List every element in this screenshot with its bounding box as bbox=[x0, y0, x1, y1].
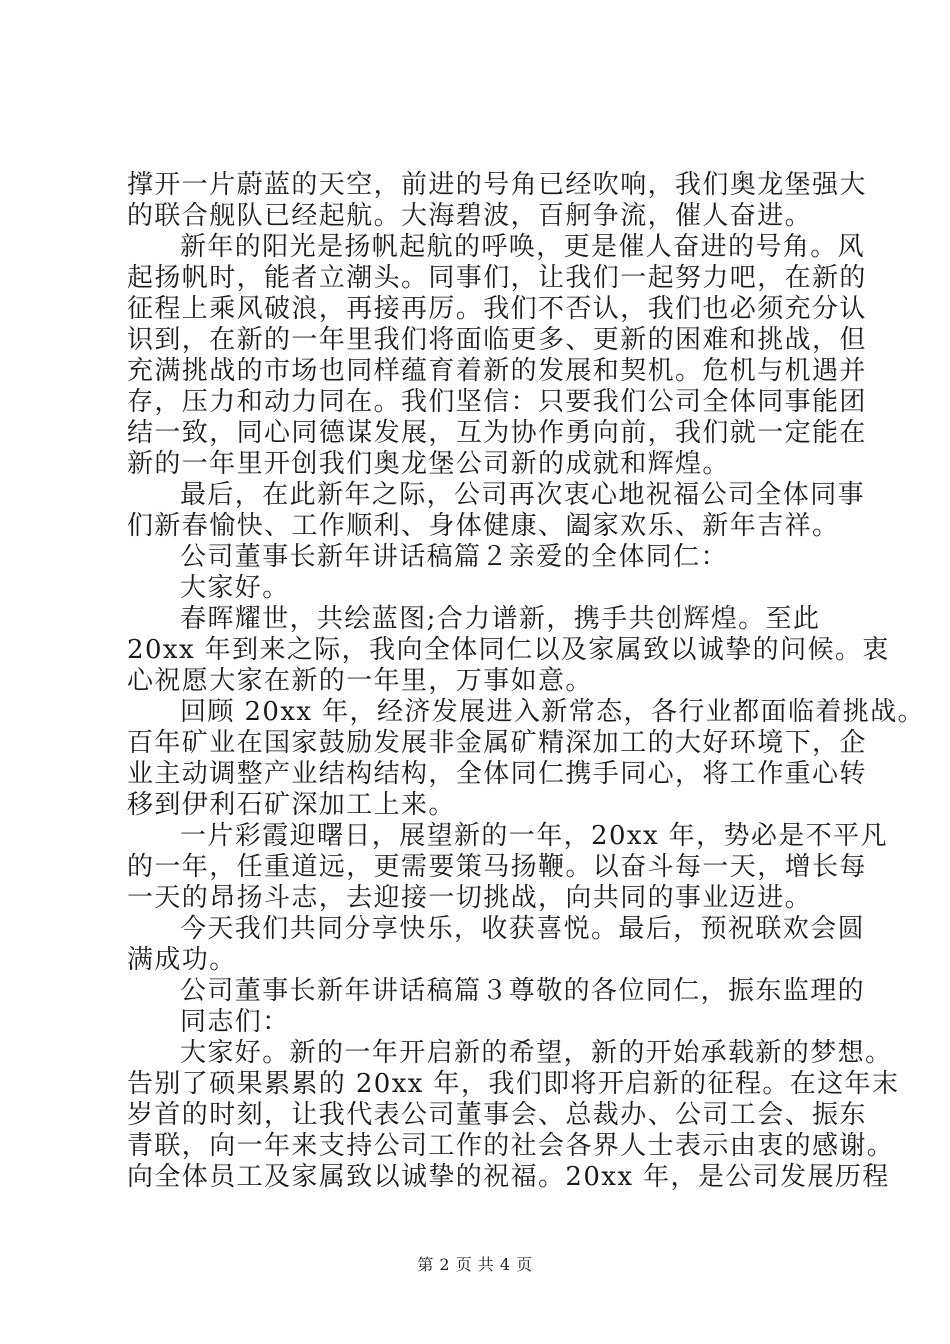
text-line: 春晖耀世，共绘蓝图;合力谱新，携手共创辉煌。至此 bbox=[180, 604, 821, 634]
text-line: 的一年，任重道远，更需要策马扬鞭。以奋斗每一天，增长每 bbox=[127, 852, 867, 882]
text-line: 青联，向一年来支持公司工作的社会各界人士表示由衷的感谢。 bbox=[127, 1131, 895, 1161]
text-line: 同志们： bbox=[180, 1007, 290, 1037]
text-line: 百年矿业在国家鼓励发展非金属矿精深加工的大好环境下，企 bbox=[127, 728, 867, 758]
text-line: 今天我们共同分享快乐，收获喜悦。最后，预祝联欢会圆 bbox=[180, 914, 866, 944]
text-line: 大家好。新的一年开启新的希望，新的开始承载新的梦想。 bbox=[180, 1038, 893, 1068]
text-line: 征程上乘风破浪，再接再厉。我们不否认，我们也必须充分认 bbox=[127, 294, 867, 324]
text-line: 结一致，同心同德谋发展，互为协作勇向前，我们就一定能在 bbox=[127, 418, 867, 448]
text-line: 撑开一片蔚蓝的天空，前进的号角已经吹响，我们奥龙堡强大 bbox=[127, 170, 867, 200]
text-line: 一天的昂扬斗志，去迎接一切挑战，向共同的事业迈进。 bbox=[127, 883, 813, 913]
text-line: 最后，在此新年之际，公司再次衷心地祝福公司全体同事 bbox=[180, 480, 866, 510]
text-line: 满成功。 bbox=[127, 945, 237, 975]
section-heading: 公司董事长新年讲话稿篇２亲爱的全体同仁： bbox=[180, 542, 729, 572]
text-line: 一片彩霞迎曙日，展望新的一年，20xx 年，势必是不平凡 bbox=[180, 821, 888, 851]
text-line: 业主动调整产业结构结构，全体同仁携手同心，将工作重心转 bbox=[127, 759, 867, 789]
text-line: 存，压力和动力同在。我们坚信：只要我们公司全体同事能团 bbox=[127, 387, 867, 417]
text-line: 20xx 年到来之际，我向全体同仁以及家属致以诚挚的问候。衷 bbox=[127, 635, 890, 665]
section-heading: 公司董事长新年讲话稿篇３尊敬的各位同仁，振东监理的 bbox=[180, 976, 866, 1006]
text-line: 岁首的时刻，让我代表公司董事会、总裁办、公司工会、振东 bbox=[127, 1100, 867, 1130]
text-line: 大家好。 bbox=[180, 573, 290, 603]
page-footer: 第 2 页 共 4 页 bbox=[417, 1255, 533, 1274]
text-line: 新的一年里开创我们奥龙堡公司新的成就和辉煌。 bbox=[127, 449, 730, 479]
text-line: 向全体员工及家属致以诚挚的祝福。20xx 年，是公司发展历程 bbox=[127, 1162, 890, 1192]
text-line: 充满挑战的市场也同样蕴育着新的发展和契机。危机与机遇并 bbox=[127, 356, 867, 386]
text-line: 们新春愉快、工作顺利、身体健康、阖家欢乐、新年吉祥。 bbox=[127, 511, 840, 541]
text-line: 告别了硕果累累的 20xx 年，我们即将开启新的征程。在这年末 bbox=[127, 1069, 900, 1099]
text-line: 识到，在新的一年里我们将面临更多、更新的困难和挑战，但 bbox=[127, 325, 867, 355]
text-line: 移到伊利石矿深加工上来。 bbox=[127, 790, 456, 820]
text-line: 起扬帆时，能者立潮头。同事们，让我们一起努力吧，在新的 bbox=[127, 263, 867, 293]
text-line: 新年的阳光是扬帆起航的呼唤，更是催人奋进的号角。风 bbox=[180, 232, 866, 262]
text-line: 心祝愿大家在新的一年里，万事如意。 bbox=[127, 666, 593, 696]
text-line: 回顾 20xx 年，经济发展进入新常态，各行业都面临着挑战。 bbox=[180, 697, 925, 727]
text-line: 的联合舰队已经起航。大海碧波，百舸争流，催人奋进。 bbox=[127, 201, 813, 231]
